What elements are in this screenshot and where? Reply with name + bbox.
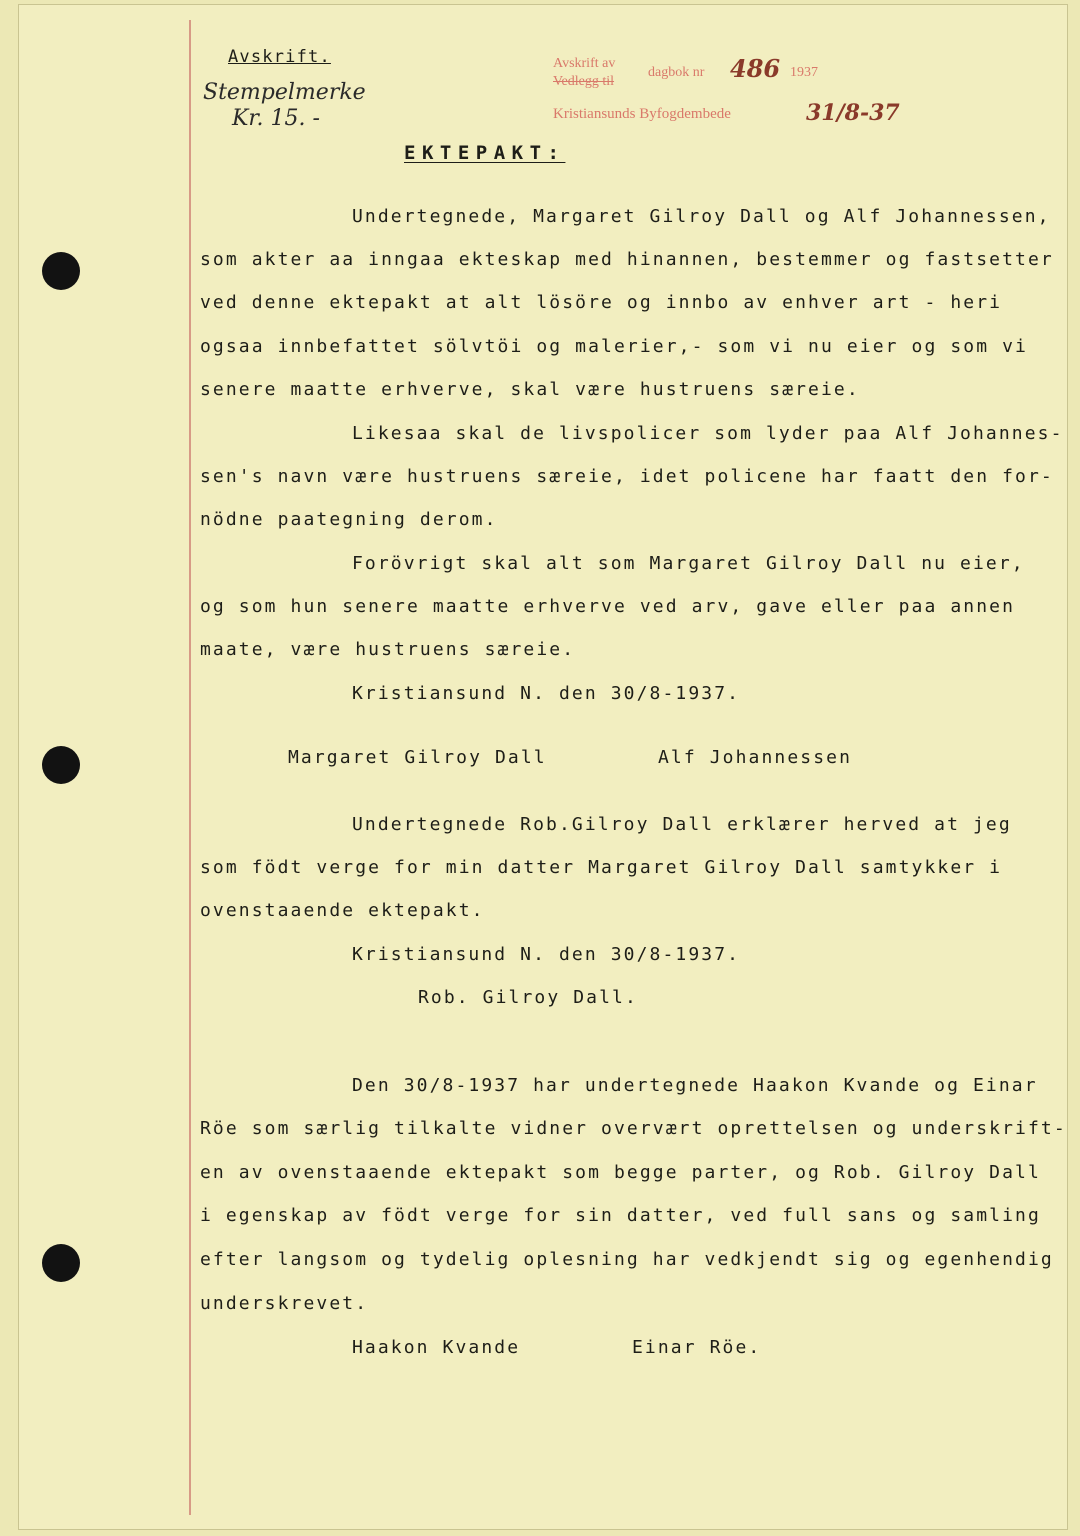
body-line: Likesaa skal de livspolicer som lyder paa Alf Johannes- xyxy=(352,423,1064,444)
body-line: Undertegnede, Margaret Gilroy Dall og Alf Johannessen, xyxy=(352,206,1051,227)
body-line: Röe som særlig tilkalte vidner overvært oprettelsen og underskrift- xyxy=(200,1118,1067,1139)
body-line: ogsaa innbefattet sölvtöi og malerier,- som vi nu eier og som vi xyxy=(200,336,1028,357)
body-line: ovenstaaende ektepakt. xyxy=(200,900,485,921)
stamp-date-handwritten: 31/8-37 xyxy=(806,100,900,126)
stamp-office: Kristiansunds Byfogdembede xyxy=(553,106,731,122)
punch-hole-top xyxy=(42,252,80,290)
body-line: ved denne ektepakt at alt lösöre og innbo av enhver art - heri xyxy=(200,292,1003,313)
stamp-year: 1937 xyxy=(790,65,818,80)
signature-einar: Einar Röe. xyxy=(632,1337,762,1358)
stamp-dagbok-nr: dagbok nr xyxy=(648,65,705,80)
body-line: som akter aa inngaa ekteskap med hinannen, bestemmer og fastsetter xyxy=(200,249,1054,270)
kr-amount-handwritten: Kr. 15. - xyxy=(232,106,320,131)
body-line: maate, være hustruens særeie. xyxy=(200,639,576,660)
body-line: efter langsom og tydelig oplesning har vedkjendt sig og egenhendig xyxy=(200,1249,1054,1270)
body-line: og som hun senere maatte erhverve ved arv, gave eller paa annen xyxy=(200,596,1016,617)
body-line: i egenskap av födt verge for sin datter, ved full sans og samling xyxy=(200,1205,1041,1226)
signature-alf: Alf Johannessen xyxy=(658,747,853,768)
signature-rob: Rob. Gilroy Dall. xyxy=(418,987,638,1008)
body-line: som födt verge for min datter Margaret Gilroy Dall samtykker i xyxy=(200,857,1003,878)
stamp-number-handwritten: 486 xyxy=(730,54,781,83)
body-line: nödne paategning derom. xyxy=(200,509,498,530)
signature-margaret: Margaret Gilroy Dall xyxy=(288,747,547,768)
body-line: Undertegnede Rob.Gilroy Dall erklærer herved at jeg xyxy=(352,814,1012,835)
body-line: en av ovenstaaende ektepakt som begge parter, og Rob. Gilroy Dall xyxy=(200,1162,1041,1183)
body-line: sen's navn være hustruens særeie, idet policene har faatt den for- xyxy=(200,466,1054,487)
body-line: Forövrigt skal alt som Margaret Gilroy Dall nu eier, xyxy=(352,553,1025,574)
punch-hole-middle xyxy=(42,746,80,784)
punch-hole-bottom xyxy=(42,1244,80,1282)
document-title: EKTEPAKT: xyxy=(404,142,566,164)
avskrift-label: Avskrift. xyxy=(228,47,331,67)
stempelmerke-handwritten: Stempelmerke xyxy=(203,80,366,105)
body-line: underskrevet. xyxy=(200,1293,369,1314)
body-line: Den 30/8-1937 har undertegnede Haakon Kvande og Einar xyxy=(352,1075,1038,1096)
stamp-avskrift-av: Avskrift av xyxy=(553,56,616,71)
stamp-vedlegg-til: Vedlegg til xyxy=(553,74,615,89)
place-date-line: Kristiansund N. den 30/8-1937. xyxy=(352,683,741,704)
signature-haakon: Haakon Kvande xyxy=(352,1337,521,1358)
body-line: senere maatte erhverve, skal være hustruens særeie. xyxy=(200,379,860,400)
margin-line xyxy=(189,20,191,1515)
place-date-line: Kristiansund N. den 30/8-1937. xyxy=(352,944,741,965)
